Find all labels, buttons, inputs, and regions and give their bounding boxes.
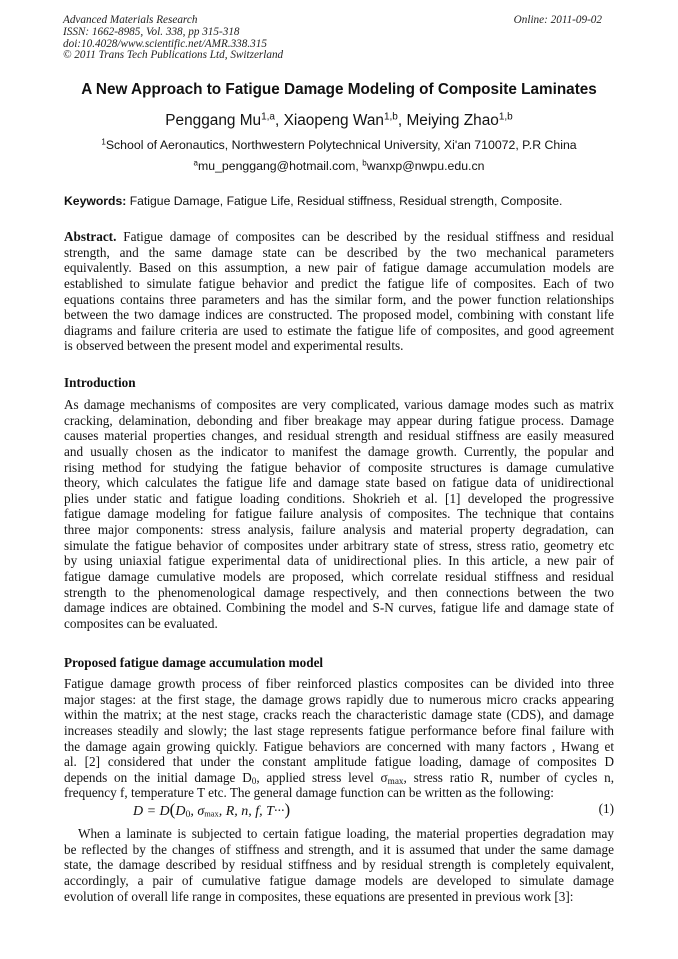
body-line: As damage mechanisms of composites are very complicated, various damage modes such as matrix [64, 397, 614, 412]
body-line: the damage again growing quickly. Fatigue behaviors are concerned with many factors , Hwang et [64, 738, 614, 754]
post-equation-paragraph [64, 826, 614, 904]
body-line: causes material properties changes, and residual strength and residual stiffness are easily measured [64, 428, 614, 444]
abstract-line: is observed between the present model and experimental results. [64, 338, 404, 354]
affiliation-marker: 1 [101, 137, 106, 147]
body-line: and usually chosen as the indicator to manifest the damage growth. Currently, the popular and [64, 443, 614, 459]
keywords [64, 194, 562, 208]
author-emails: $^a$mu_penggang@hotmail.com, $^b$wanxp@nwpu.edu.cn [193, 158, 485, 173]
email-link[interactable]: wanxp@nwpu.edu.cn [366, 159, 485, 173]
body-line: be reflected by the changes of stiffness and strength, and it is assumed that under the same damage [64, 841, 614, 857]
abstract-label: Abstract. [64, 229, 117, 244]
copyright-line: © 2011 Trans Tech Publications Ltd, Switzerland [63, 49, 284, 62]
body-line: When a laminate is subjected to certain fatigue loading, the material properties degradation may [78, 826, 614, 841]
equation-1: $D = D(D_0$, $\sigma_{max}$, R, n, f, T···) [133, 800, 291, 820]
body-line: fatigue damage cumulative models are proposed, which correlate residual stiffness and residual [64, 569, 614, 585]
abstract-line: Abstract. Fatigue damage of composites can be described by the residual stiffness and residual [64, 229, 614, 244]
body-line: major stages: at the first stage, the damage grows rapidly due to numerous micro cracks appearing [64, 691, 614, 707]
affiliation [0, 138, 678, 152]
online-date: Online: 2011-09-02 [513, 14, 602, 26]
body-line: evolution of overall life range in composites, these equations are presented in previous work [3]: [64, 888, 574, 904]
body-line: composites can be evaluated. [64, 615, 218, 631]
keywords-label: Keywords: [64, 194, 127, 208]
author-affil-marker: 1,b [383, 111, 398, 123]
body-line: three major components: stress analysis, failure analysis and material property degradation, can [64, 522, 614, 538]
body-line: fatigue damage modeling for fatigue failure analysis of composites. The technique that contains [64, 506, 614, 522]
introduction-paragraph [64, 397, 614, 632]
body-line: by using uniaxial fatigue experimental data of unidirectional plies. In this article, a new pair of [64, 553, 614, 569]
doi-line: doi:10.4028/www.scientific.net/AMR.338.315 [63, 37, 267, 50]
section-heading-proposed-model: Proposed fatigue damage accumulation model [64, 655, 324, 670]
journal-header [63, 15, 283, 62]
keywords-text: Fatigue Damage, Fatigue Life, Residual stiffness, Residual strength, Composite. [129, 194, 563, 208]
proposed-model-paragraph [64, 676, 614, 801]
abstract-line: equivalently. Based on this assumption, a new pair of fatigue damage accumulation models are [64, 260, 614, 276]
body-line: frequency f, temperature T etc. The general damage function can be written as the following: [64, 785, 554, 801]
body-line: rising method for studying the fatigue behavior of composite structures is damage cumulative [64, 459, 614, 475]
body-line: cracking, delamination, debonding and fiber breakage may appear during fatigue process. Damage [64, 412, 614, 428]
body-line: al. [2] considered that under the constant amplitude fatigue loading, damage of composites D [64, 754, 614, 770]
body-line: damage indices are obtained. Combining the model and S-N curves, fatigue life and damage state of [64, 600, 614, 616]
body-line: plies under static and fatigue loading conditions. Shokrieh et al. [1] developed the progressive [64, 490, 614, 506]
author-name: Penggang Mu [165, 112, 262, 129]
abstract-line: equations contains three parameters and has the similar form, and the power function relationships [64, 291, 614, 307]
equation-number: (1) [598, 801, 614, 816]
author-affil-marker: 1,b [498, 111, 513, 123]
body-line: simulate the fatigue behavior of composites under arbitrary state of stress, stress ratio, geometry etc [64, 537, 614, 553]
paper-title: A New Approach to Fatigue Damage Modeling of Composite Laminates [81, 81, 597, 98]
body-line: increases steadily and slowly; the last stage represents fatigue performance before final failure with [64, 722, 614, 738]
author-affil-marker: 1,a [261, 111, 275, 123]
issn-line: ISSN: 1662-8985, Vol. 338, pp 315-318 [63, 25, 240, 38]
abstract-line: between the two damage indices are constructed. The proposed model, combining with constant life [64, 307, 614, 323]
affiliation-text: School of Aeronautics, Northwestern Polytechnical University, Xi'an 710072, P.R China [105, 138, 577, 152]
body-line: strength to the phenomenological damage respectively, and then connections between the two [64, 584, 614, 600]
email-link[interactable]: mu_penggang@hotmail.com [197, 159, 356, 173]
author-name: Meiying Zhao [406, 112, 499, 129]
abstract [64, 229, 614, 354]
body-line: within the matrix; at the nest stage, cracks reach the characteristic damage state (CDS), and damage [64, 707, 614, 723]
abstract-line: diagrams and failure criteria are used to estimate the fatigue life of composites, and good agreement [64, 322, 614, 338]
email-marker: a [193, 158, 198, 168]
journal-name: Advanced Materials Research [63, 14, 198, 26]
body-line: accordingly, a pair of cumulative fatigue damage models are developed to simulate damage [64, 872, 614, 888]
abstract-line: strength, and the same damage state can be described by the two mechanical parameters [64, 244, 614, 260]
abstract-line: established to simulate fatigue behavior and predict the fatigue life of composites. Each of two [64, 275, 614, 291]
author-list: Penggang Mu$^{1,a}$, Xiaopeng Wan$^{1,b}$, Meiying Zhao$^{1,b}$ [165, 111, 513, 129]
body-line: depends on the initial damage $D_0$, applied stress level $\sigma_{max}$, stress ratio R, number of cycles n, [64, 769, 614, 786]
body-line: Fatigue damage growth process of fiber reinforced plastics composites can be divided into three [64, 676, 614, 691]
body-line: state, the damage described by residual stiffness and by residual strength is completely equivalent, [64, 857, 614, 873]
body-line: theory, which calculates the fatigue life and damage state based on fatigue data of unidirectional [64, 475, 614, 491]
email-marker: b [362, 158, 367, 168]
author-name: Xiaopeng Wan [283, 112, 384, 129]
section-heading-introduction: Introduction [64, 375, 136, 390]
